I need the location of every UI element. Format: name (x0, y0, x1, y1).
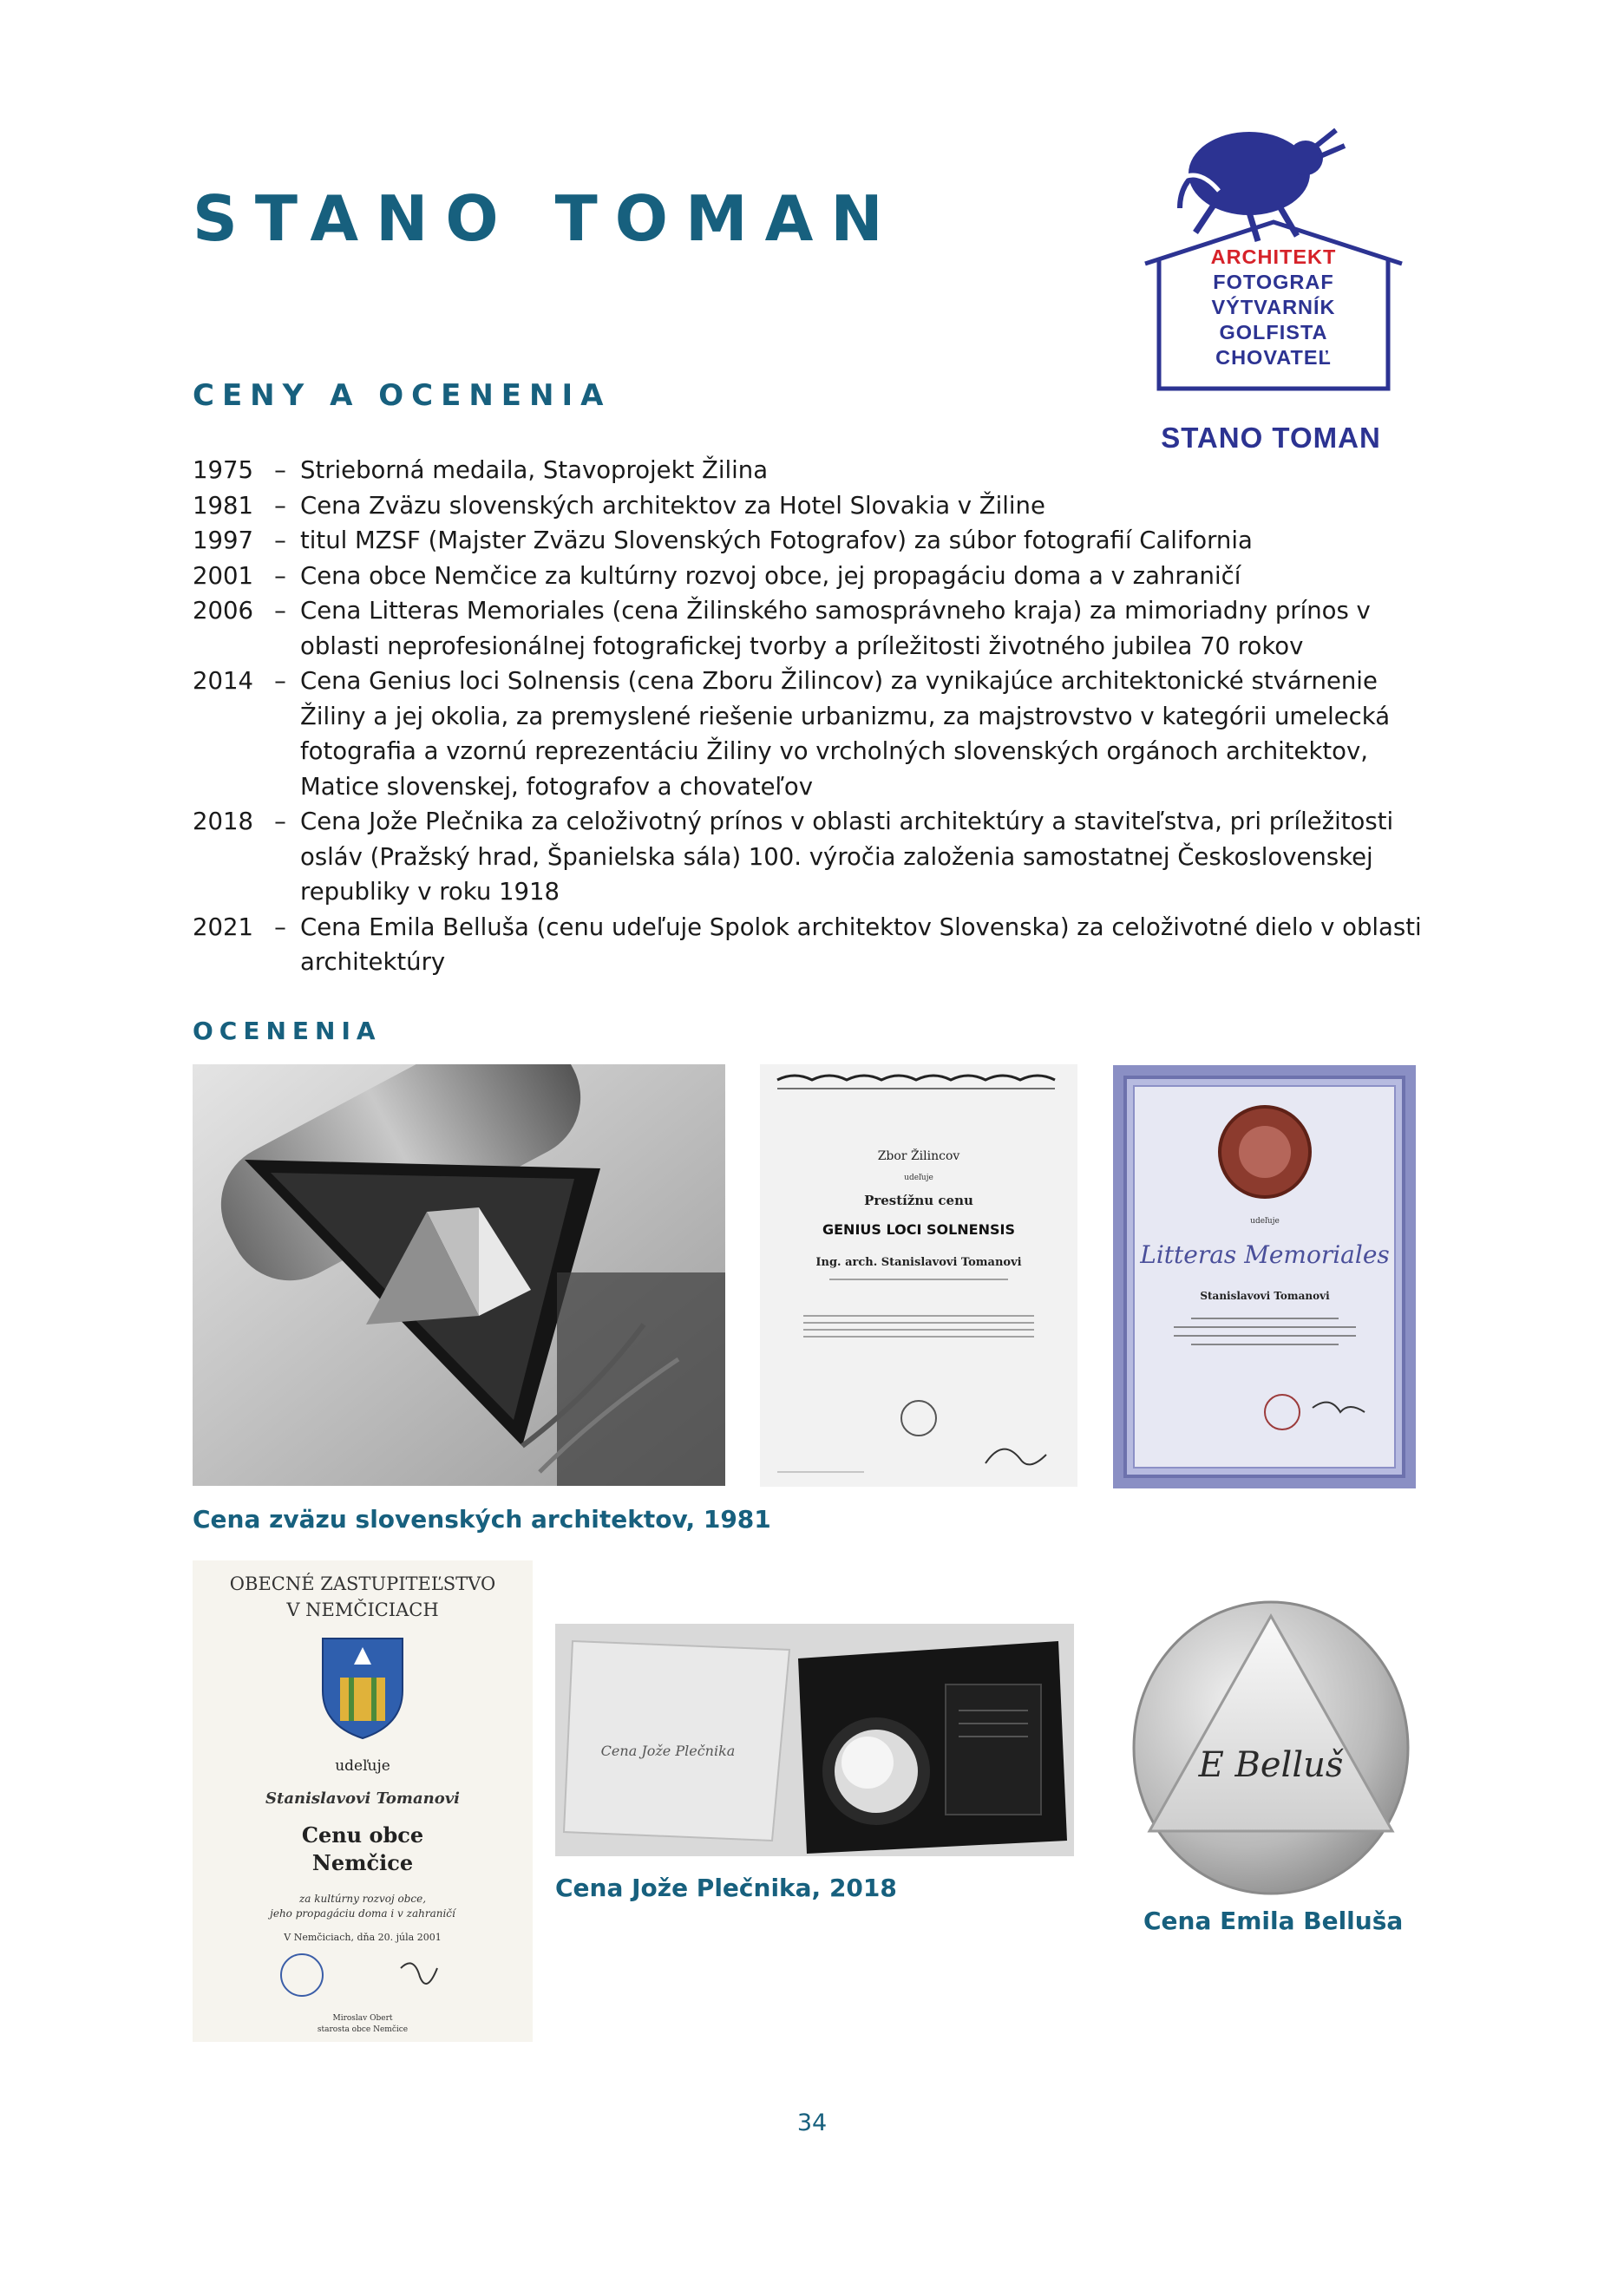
certificate-line: Prestížnu cenu (864, 1193, 973, 1208)
logo-name: STANO TOMAN (1161, 422, 1381, 454)
award-item (193, 453, 1442, 488)
award-year: 2014 (193, 667, 253, 695)
award-year: 2006 (193, 597, 253, 625)
logo-line: CHOVATEĽ (1215, 346, 1332, 369)
certificate-issuer-line: OBECNÉ ZASTUPITEĽSTVO (229, 1573, 496, 1594)
page-title: STANO TOMAN (193, 182, 900, 255)
logo-profession-list (1173, 245, 1374, 370)
award-text: Cena Jože Plečnika za celoživotný prínos v oblasti architektúry a staviteľstva, pri príležitosti osláv (Pražský hrad, Španielska sála) 100. výročia založenia samostatnej Československej republiky v roku 1918 (300, 808, 1394, 906)
awards-heading: CENY A OCENENIA (193, 378, 612, 413)
certificate-signer-title: starosta obce Nemčice (317, 2025, 409, 2034)
certificate-verb: udeľuje (904, 1174, 933, 1182)
logo-line: FOTOGRAF (1213, 271, 1334, 293)
award-item (193, 664, 1442, 804)
certificate-award: Litteras Memoriales (1140, 1240, 1390, 1269)
award-text: Cena Litteras Memoriales (cena Žilinského samosprávneho kraja) za mimoriadny prínos v oblasti neprofesionálnej fotografickej tvorby a príležitosti životného jubilea 70 rokov (300, 597, 1371, 660)
award-dash: – (274, 456, 286, 484)
certificate-award-line: Nemčice (311, 1850, 414, 1875)
award-item (193, 523, 1442, 559)
certificate-verb: udeľuje (1250, 1217, 1280, 1226)
award-dash: – (274, 808, 286, 835)
caption-plecnik-award: Cena Jože Plečnika, 2018 (555, 1874, 897, 1902)
bellus-signature: E Belluš (1198, 1745, 1344, 1785)
certificate-date: V Nemčiciach, dňa 20. júla 2001 (284, 1932, 442, 1943)
certificate-recipient: Ing. arch. Stanislavovi Tomanovi (815, 1256, 1022, 1269)
plecnik-box-signature: Cena Jože Plečnika (600, 1743, 736, 1759)
certificate-verb: udeľuje (335, 1757, 390, 1775)
caption-bellus-award: Cena Emila Belluša (1143, 1907, 1404, 1935)
sav-award-photo (193, 1064, 725, 1486)
logo-line: GOLFISTA (1219, 321, 1328, 343)
award-text: Strieborná medaila, Stavoprojekt Žilina (300, 456, 769, 484)
award-item (193, 488, 1442, 524)
nemcice-certificate (193, 1560, 533, 2042)
litteras-memoriales-certificate (1113, 1065, 1416, 1488)
award-dash: – (274, 667, 286, 695)
award-year: 2018 (193, 808, 253, 835)
certificate-award-line: Cenu obce (301, 1822, 424, 1848)
award-item (193, 593, 1442, 664)
certificate-recipient: Stanislavovi Tomanovi (265, 1789, 460, 1808)
certificate-recipient: Stanislavovi Tomanovi (1200, 1290, 1330, 1302)
bellus-medal (1132, 1599, 1410, 1898)
award-dash: – (274, 491, 286, 520)
award-year: 1981 (193, 491, 253, 520)
logo-line: VÝTVARNÍK (1211, 296, 1336, 318)
certificate-reason-line: za kultúrny rozvoj obce, (298, 1893, 427, 1905)
award-year: 2021 (193, 913, 253, 941)
award-dash: – (274, 913, 286, 941)
award-dash: – (274, 597, 286, 625)
award-text: Cena Zväzu slovenských architektov za Hotel Slovakia v Žiline (300, 491, 1045, 520)
certificate-signer: Miroslav Obert (332, 2014, 393, 2023)
prizes-heading: OCENENIA (193, 1017, 382, 1045)
certificate-reason-line: jeho propagáciu doma i v zahraničí (270, 1907, 455, 1920)
award-year: 2001 (193, 561, 253, 590)
award-text: Cena obce Nemčice za kultúrny rozvoj obce, jej propagáciu doma a v zahraničí (300, 561, 1241, 590)
certificate-award: GENIUS LOCI SOLNENSIS (822, 1221, 1016, 1238)
page-number: 34 (796, 2110, 828, 2136)
award-item (193, 804, 1442, 910)
award-year: 1997 (193, 527, 253, 554)
award-item (193, 559, 1442, 594)
caption-sav-award: Cena zväzu slovenských architektov, 1981 (193, 1505, 771, 1534)
award-dash: – (274, 527, 286, 554)
award-item (193, 910, 1442, 980)
award-text: titul MZSF (Majster Zväzu Slovenských Fotografov) za súbor fotografií California (300, 527, 1253, 554)
certificate-issuer: Zbor Žilincov (877, 1149, 960, 1163)
certificate-issuer-line: V NEMČICIACH (286, 1599, 439, 1620)
award-year: 1975 (193, 456, 253, 484)
awards-list (193, 453, 1442, 980)
award-text: Cena Emila Belluša (cenu udeľuje Spolok architektov Slovenska) za celoživotné dielo v oblasti architektúry (300, 913, 1422, 976)
award-dash: – (274, 561, 286, 590)
plecnik-award-photo (555, 1624, 1074, 1856)
logo-line: ARCHITEKT (1210, 245, 1337, 268)
genius-loci-certificate (760, 1064, 1077, 1487)
award-text: Cena Genius loci Solnensis (cena Zboru Žilincov) za vynikajúce architektonické stvárnenie Žiliny a jej okolia, za premyslené riešenie urbanizmu, za majstrovstvo v kategórii umelecká fotografia a vzornú reprezentáciu Žiliny vo vrcholných slovenských orgánoch architektov, Matice slovenskej, fotografov a chovateľov (300, 667, 1391, 801)
